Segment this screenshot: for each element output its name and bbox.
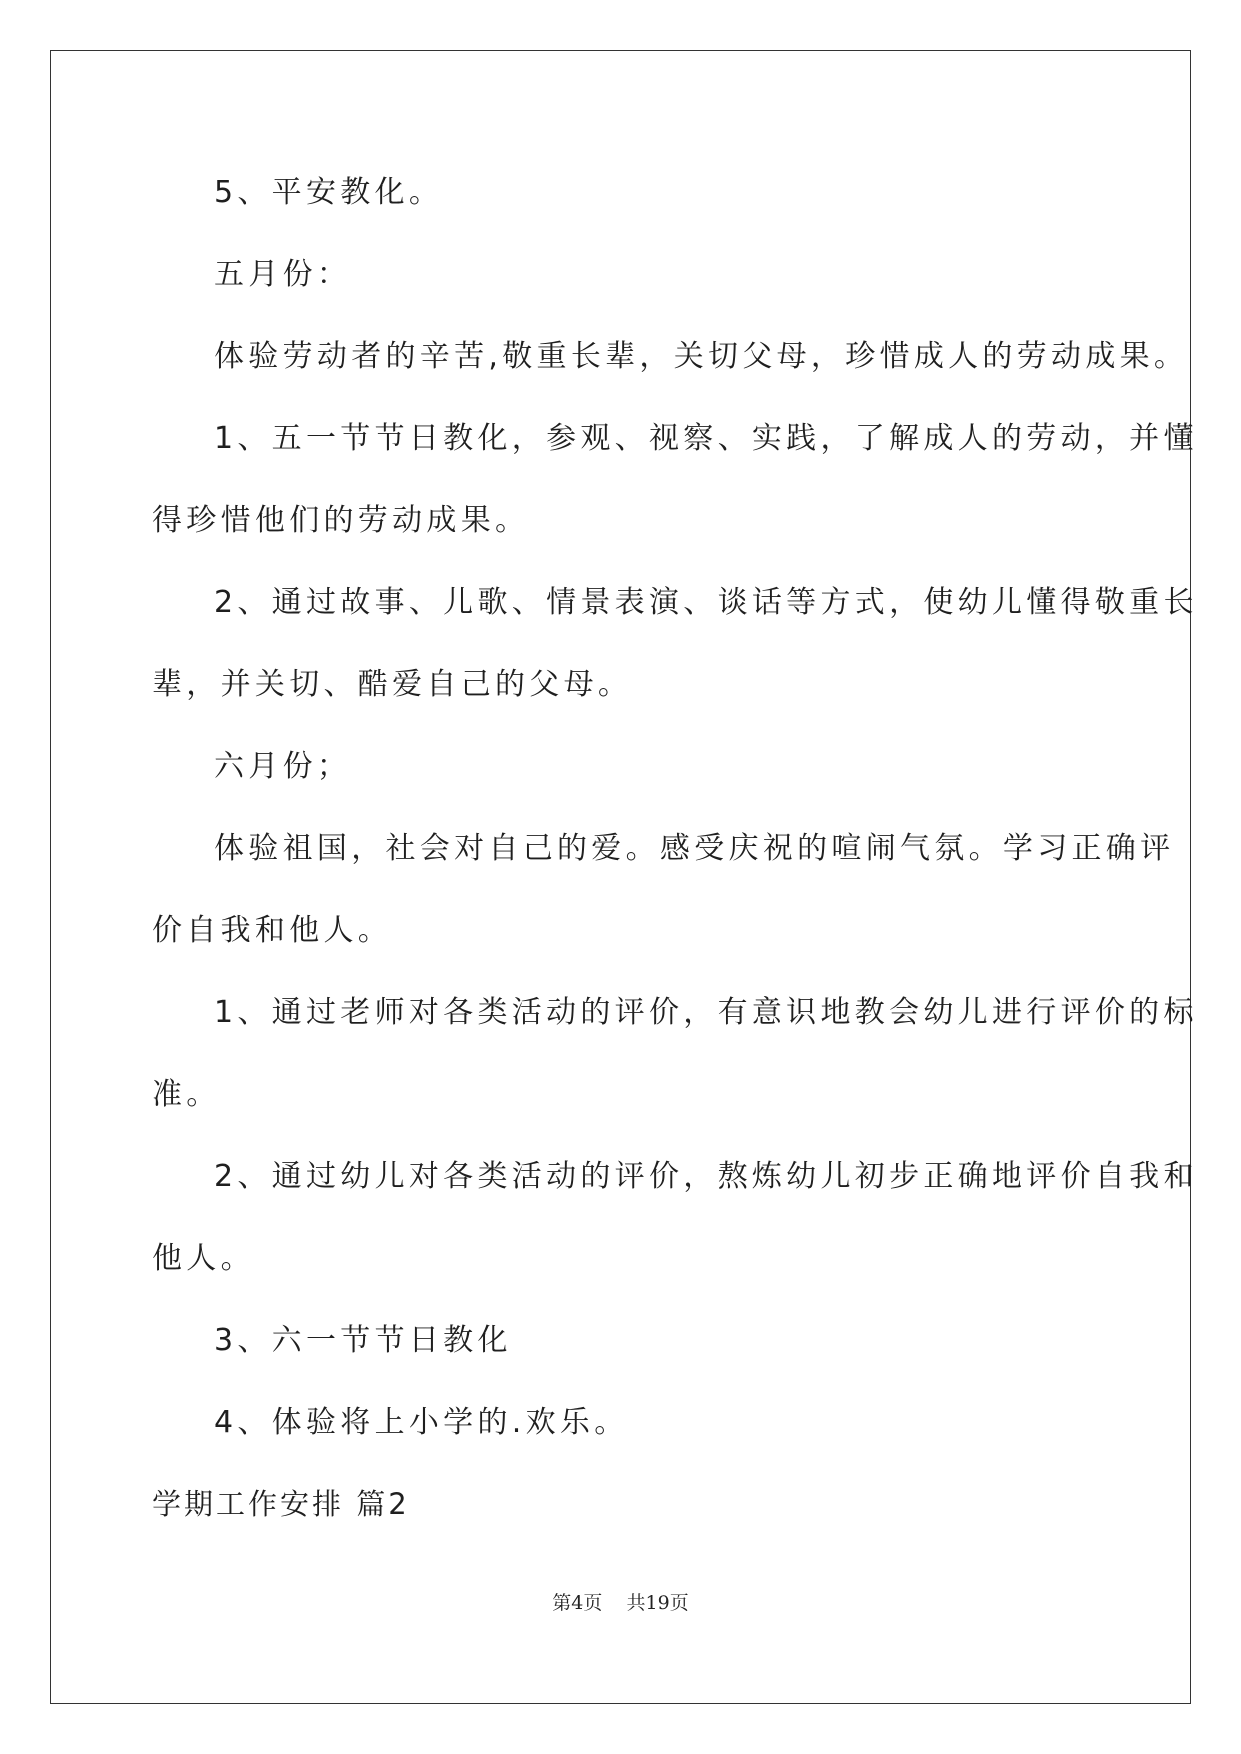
page-number: 第4页 bbox=[552, 1592, 603, 1614]
paragraph-may-item-2: 2、通过故事、儿歌、情景表演、谈话等方式，使幼儿懂得敬重长 bbox=[214, 585, 1198, 620]
page-footer bbox=[0, 1591, 1241, 1615]
paragraph-june-item-1-cont: 准。 bbox=[152, 1077, 221, 1112]
paragraph-june-item-4: 4、体验将上小学的.欢乐。 bbox=[214, 1405, 629, 1440]
paragraph-may-item-1-cont: 得珍惜他们的劳动成果。 bbox=[152, 503, 530, 538]
heading-may: 五月份： bbox=[214, 257, 352, 292]
paragraph-june-goal: 体验祖国，社会对自己的爱。感受庆祝的喧闹气氛。学习正确评 bbox=[214, 831, 1175, 866]
paragraph-safety-education: 5、平安教化。 bbox=[214, 175, 444, 210]
heading-june: 六月份； bbox=[214, 749, 352, 784]
paragraph-june-item-1: 1、通过老师对各类活动的评价，有意识地教会幼儿进行评价的标 bbox=[214, 995, 1198, 1030]
paragraph-june-item-2-cont: 他人。 bbox=[152, 1241, 255, 1276]
paragraph-may-goal: 体验劳动者的辛苦,敬重长辈，关切父母，珍惜成人的劳动成果。 bbox=[214, 339, 1189, 374]
paragraph-june-goal-cont: 价自我和他人。 bbox=[152, 913, 393, 948]
page-border bbox=[50, 50, 1191, 1704]
paragraph-june-item-2: 2、通过幼儿对各类活动的评价，熬炼幼儿初步正确地评价自我和 bbox=[214, 1159, 1198, 1194]
paragraph-june-item-3: 3、六一节节日教化 bbox=[214, 1323, 512, 1358]
paragraph-may-item-1: 1、五一节节日教化，参观、视察、实践，了解成人的劳动，并懂 bbox=[214, 421, 1198, 456]
section-heading: 学期工作安排 篇2 bbox=[152, 1487, 410, 1521]
paragraph-may-item-2-cont: 辈，并关切、酷爱自己的父母。 bbox=[152, 667, 633, 702]
page-total: 共19页 bbox=[626, 1592, 689, 1614]
